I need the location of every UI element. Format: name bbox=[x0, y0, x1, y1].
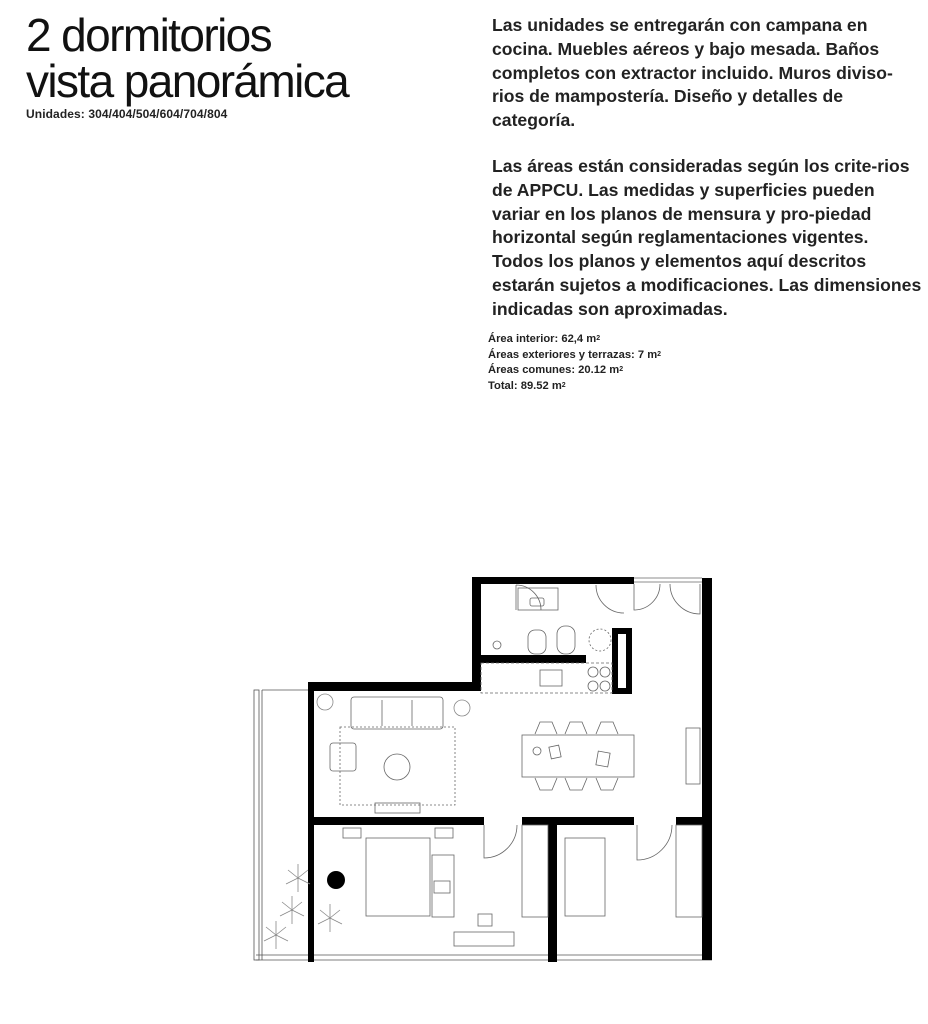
area-total: Total: 89.52 $m^2$ bbox=[488, 379, 566, 392]
bathroom-fixtures bbox=[493, 588, 611, 654]
bedrooms bbox=[343, 825, 702, 946]
description-paragraph-2: Las áreas están consideradas según los crite-rios de APPCU. Las medidas y superficies pueden variar en los planos de mensura y pro-piedad horizontal según reglamentaciones vigentes. Todos los planos y elementos aquí descritos estarán sujetos a modificaciones. Las dimensiones indicadas son aproximadas. bbox=[492, 155, 922, 319]
area-exterior: Áreas exteriores y terrazas: 7 $m^2$ bbox=[488, 348, 662, 361]
area-summary bbox=[488, 332, 661, 394]
living-dining bbox=[330, 697, 634, 813]
units-list: Unidades: 304/404/504/604/704/804 bbox=[26, 107, 228, 121]
description bbox=[492, 14, 922, 344]
kitchen bbox=[481, 663, 700, 784]
page-title bbox=[26, 9, 349, 107]
title-line-1: 2 dormitorios bbox=[26, 9, 272, 61]
walls bbox=[308, 577, 712, 962]
area-interior: Área interior: 62,4 $m^2$ bbox=[488, 333, 601, 345]
floor-plan bbox=[250, 570, 730, 970]
title-line-2: vista panorámica bbox=[26, 55, 349, 107]
area-common: Áreas comunes: 20.12 $m^2$ bbox=[488, 364, 624, 376]
description-paragraph-1: Las unidades se entregarán con campana en cocina. Muebles aéreos y bajo mesada. Baños completos con extractor incluido. Muros diviso-rios de mampostería. Diseño y detalles de categoría. bbox=[492, 15, 893, 131]
